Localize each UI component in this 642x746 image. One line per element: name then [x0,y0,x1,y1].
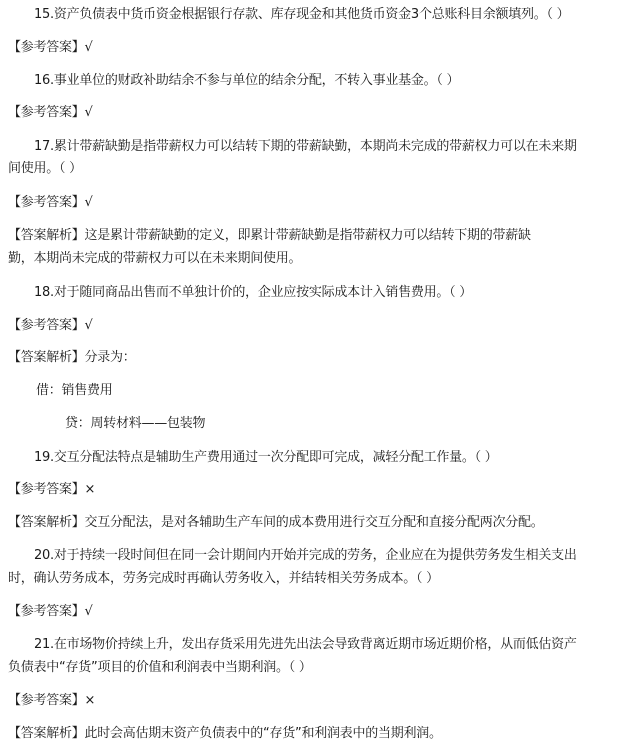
answer-mark: √ [84,604,93,619]
question-18: 18.对于随同商品出售而不单独计价的，企业应按实际成本计入销售费用。（ ） [34,285,473,300]
question-17-cont: 间使用。（ ） [8,161,82,176]
question-15: 15.资产负债表中货币资金根据银行存款、库存现金和其他货币资金3个总账科目余额填列。（ ） [34,7,570,22]
answer-mark: √ [84,318,93,333]
answer-label: 【参考答案】 [8,40,85,55]
answer-label: 【参考答案】 [8,318,85,333]
answer-label: 【参考答案】 [8,105,85,120]
explanation-text: 交互分配法，是对各辅助生产车间的成本费用进行交互分配和直接分配两次分配。 [84,515,544,530]
explanation-21 [8,725,442,743]
answer-17 [8,194,93,212]
explanation-label: 【答案解析】 [8,515,85,530]
question-16: 16.事业单位的财政补助结余不参与单位的结余分配，不转入事业基金。（ ） [34,73,460,88]
answer-19 [8,481,95,499]
answer-label: 【参考答案】 [8,693,85,708]
answer-mark: × [84,482,96,497]
explanation-17-cont: 勤，本期尚未完成的带薪权力可以在未来期间使用。 [8,251,302,266]
journal-credit: 贷：周转材料——包装物 [65,416,206,431]
answer-mark: √ [84,195,93,210]
explanation-label: 【答案解析】 [8,228,85,243]
question-19: 19.交互分配法特点是辅助生产费用通过一次分配即可完成，减轻分配工作量。（ ） [34,450,498,465]
explanation-17 [8,227,531,245]
explanation-label: 【答案解析】 [8,726,85,741]
answer-18 [8,317,93,335]
answer-label: 【参考答案】 [8,195,85,210]
answer-20 [8,603,93,621]
answer-15 [8,39,93,57]
explanation-label: 【答案解析】 [8,350,85,365]
explanation-text: 分录为： [84,350,136,365]
answer-21 [8,692,95,710]
answer-label: 【参考答案】 [8,482,85,497]
answer-16 [8,104,93,122]
explanation-19 [8,514,544,532]
answer-mark: × [84,693,96,708]
question-21: 21.在市场物价持续上升，发出存货采用先进先出法会导致背离近期市场近期价格，从而低估资产 [34,637,577,652]
question-17: 17.累计带薪缺勤是指带薪权力可以结转下期的带薪缺勤，本期尚未完成的带薪权力可以在未来期 [34,139,577,154]
question-21-cont: 负债表中“存货”项目的价值和利润表中当期利润。（ ） [8,660,312,675]
answer-mark: √ [84,105,93,120]
explanation-text: 此时会高估期末资产负债表中的“存货”和利润表中的当期利润。 [84,726,442,741]
journal-debit: 借：销售费用 [36,383,113,398]
answer-label: 【参考答案】 [8,604,85,619]
question-20-cont: 时，确认劳务成本，劳务完成时再确认劳务收入，并结转相关劳务成本。（ ） [8,571,439,586]
explanation-18 [8,349,136,367]
question-20: 20.对于持续一段时间但在同一会计期间内开始并完成的劳务，企业应在为提供劳务发生相关支出 [34,548,577,563]
answer-mark: √ [84,40,93,55]
explanation-text: 这是累计带薪缺勤的定义，即累计带薪缺勤是指带薪权力可以结转下期的带薪缺 [84,228,531,243]
